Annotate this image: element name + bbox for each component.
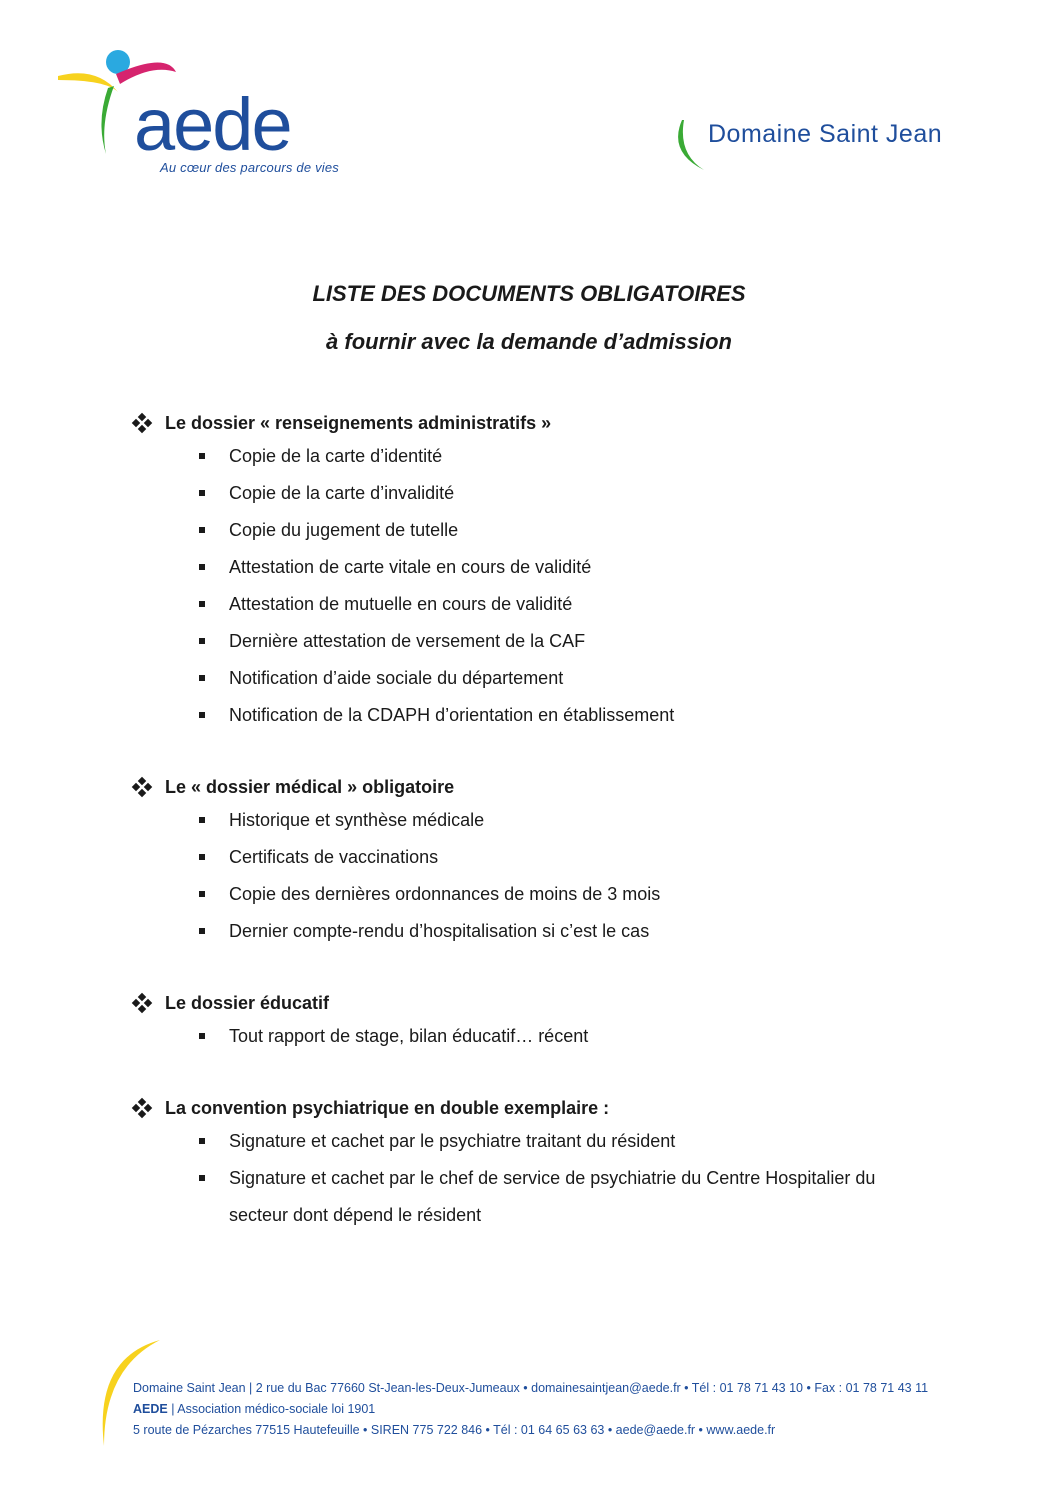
list-item: Notification d’aide sociale du département — [197, 660, 929, 697]
section-heading-text: Le dossier éducatif — [165, 992, 330, 1013]
section-heading-text: La convention psychiatrique en double exemplaire : — [165, 1097, 610, 1118]
list-item: Attestation de mutuelle en cours de validité — [197, 586, 929, 623]
item-list — [133, 802, 993, 950]
section-administratif — [133, 408, 993, 734]
item-list — [133, 1123, 993, 1234]
aede-logo-word: aede — [134, 83, 291, 166]
list-item: Tout rapport de stage, bilan éducatif… récent — [197, 1018, 929, 1055]
item-list — [133, 438, 993, 734]
section-heading — [133, 988, 993, 1018]
section-heading — [133, 408, 993, 438]
list-item: Copie de la carte d’invalidité — [197, 475, 929, 512]
document-sections — [133, 408, 993, 1272]
footer-line-association — [133, 1399, 928, 1420]
list-item: Dernier compte-rendu d’hospitalisation si c’est le cas — [197, 913, 929, 950]
list-item: Attestation de carte vitale en cours de validité — [197, 549, 929, 586]
section-medical — [133, 772, 993, 950]
list-item: Notification de la CDAPH d’orientation en établissement — [197, 697, 929, 734]
list-item: Historique et synthèse médicale — [197, 802, 929, 839]
section-educatif — [133, 988, 993, 1055]
list-item: Certificats de vaccinations — [197, 839, 929, 876]
diamond-bullet-icon — [133, 778, 151, 796]
list-item: Copie des dernières ordonnances de moins de 3 mois — [197, 876, 929, 913]
list-item: Copie de la carte d’identité — [197, 438, 929, 475]
footer-association-text: | Association médico-sociale loi 1901 — [167, 1402, 376, 1416]
footer-line-hq: 5 route de Pézarches 77515 Hautefeuille • SIREN 775 722 846 • Tél : 01 64 65 63 63 • aede@aede.fr • www.aede.fr — [133, 1423, 776, 1437]
list-item: Signature et cachet par le psychiatre traitant du résident — [197, 1123, 929, 1160]
section-psychiatrique — [133, 1093, 993, 1234]
diamond-bullet-icon — [133, 994, 151, 1012]
footer-line-address: Domaine Saint Jean | 2 rue du Bac 77660 St-Jean-les-Deux-Jumeaux • domainesaintjean@aede.fr • Tél : 01 78 71 43 10 • Fax : 01 78 71 43 11 — [133, 1381, 929, 1395]
section-heading — [133, 772, 993, 802]
section-heading-text: Le « dossier médical » obligatoire — [165, 776, 455, 797]
list-item: Copie du jugement de tutelle — [197, 512, 929, 549]
domaine-saint-jean-logo-text: Domaine Saint Jean — [708, 120, 943, 148]
section-heading-text: Le dossier « renseignements administratifs » — [165, 412, 552, 433]
diamond-bullet-icon — [133, 414, 151, 432]
footer-aede-label: AEDE — [133, 1402, 168, 1416]
diamond-bullet-icon — [133, 1099, 151, 1117]
page-title: LISTE DES DOCUMENTS OBLIGATOIRES — [312, 281, 746, 306]
page-subtitle: à fournir avec la demande d’admission — [326, 329, 732, 354]
list-item: Signature et cachet par le chef de service de psychiatrie du Centre Hospitalier du secteur dont dépend le résident — [197, 1160, 929, 1234]
section-heading — [133, 1093, 993, 1123]
item-list — [133, 1018, 993, 1055]
footer — [133, 1378, 928, 1441]
aede-tagline: Au cœur des parcours de vies — [160, 160, 340, 175]
list-item: Dernière attestation de versement de la CAF — [197, 623, 929, 660]
